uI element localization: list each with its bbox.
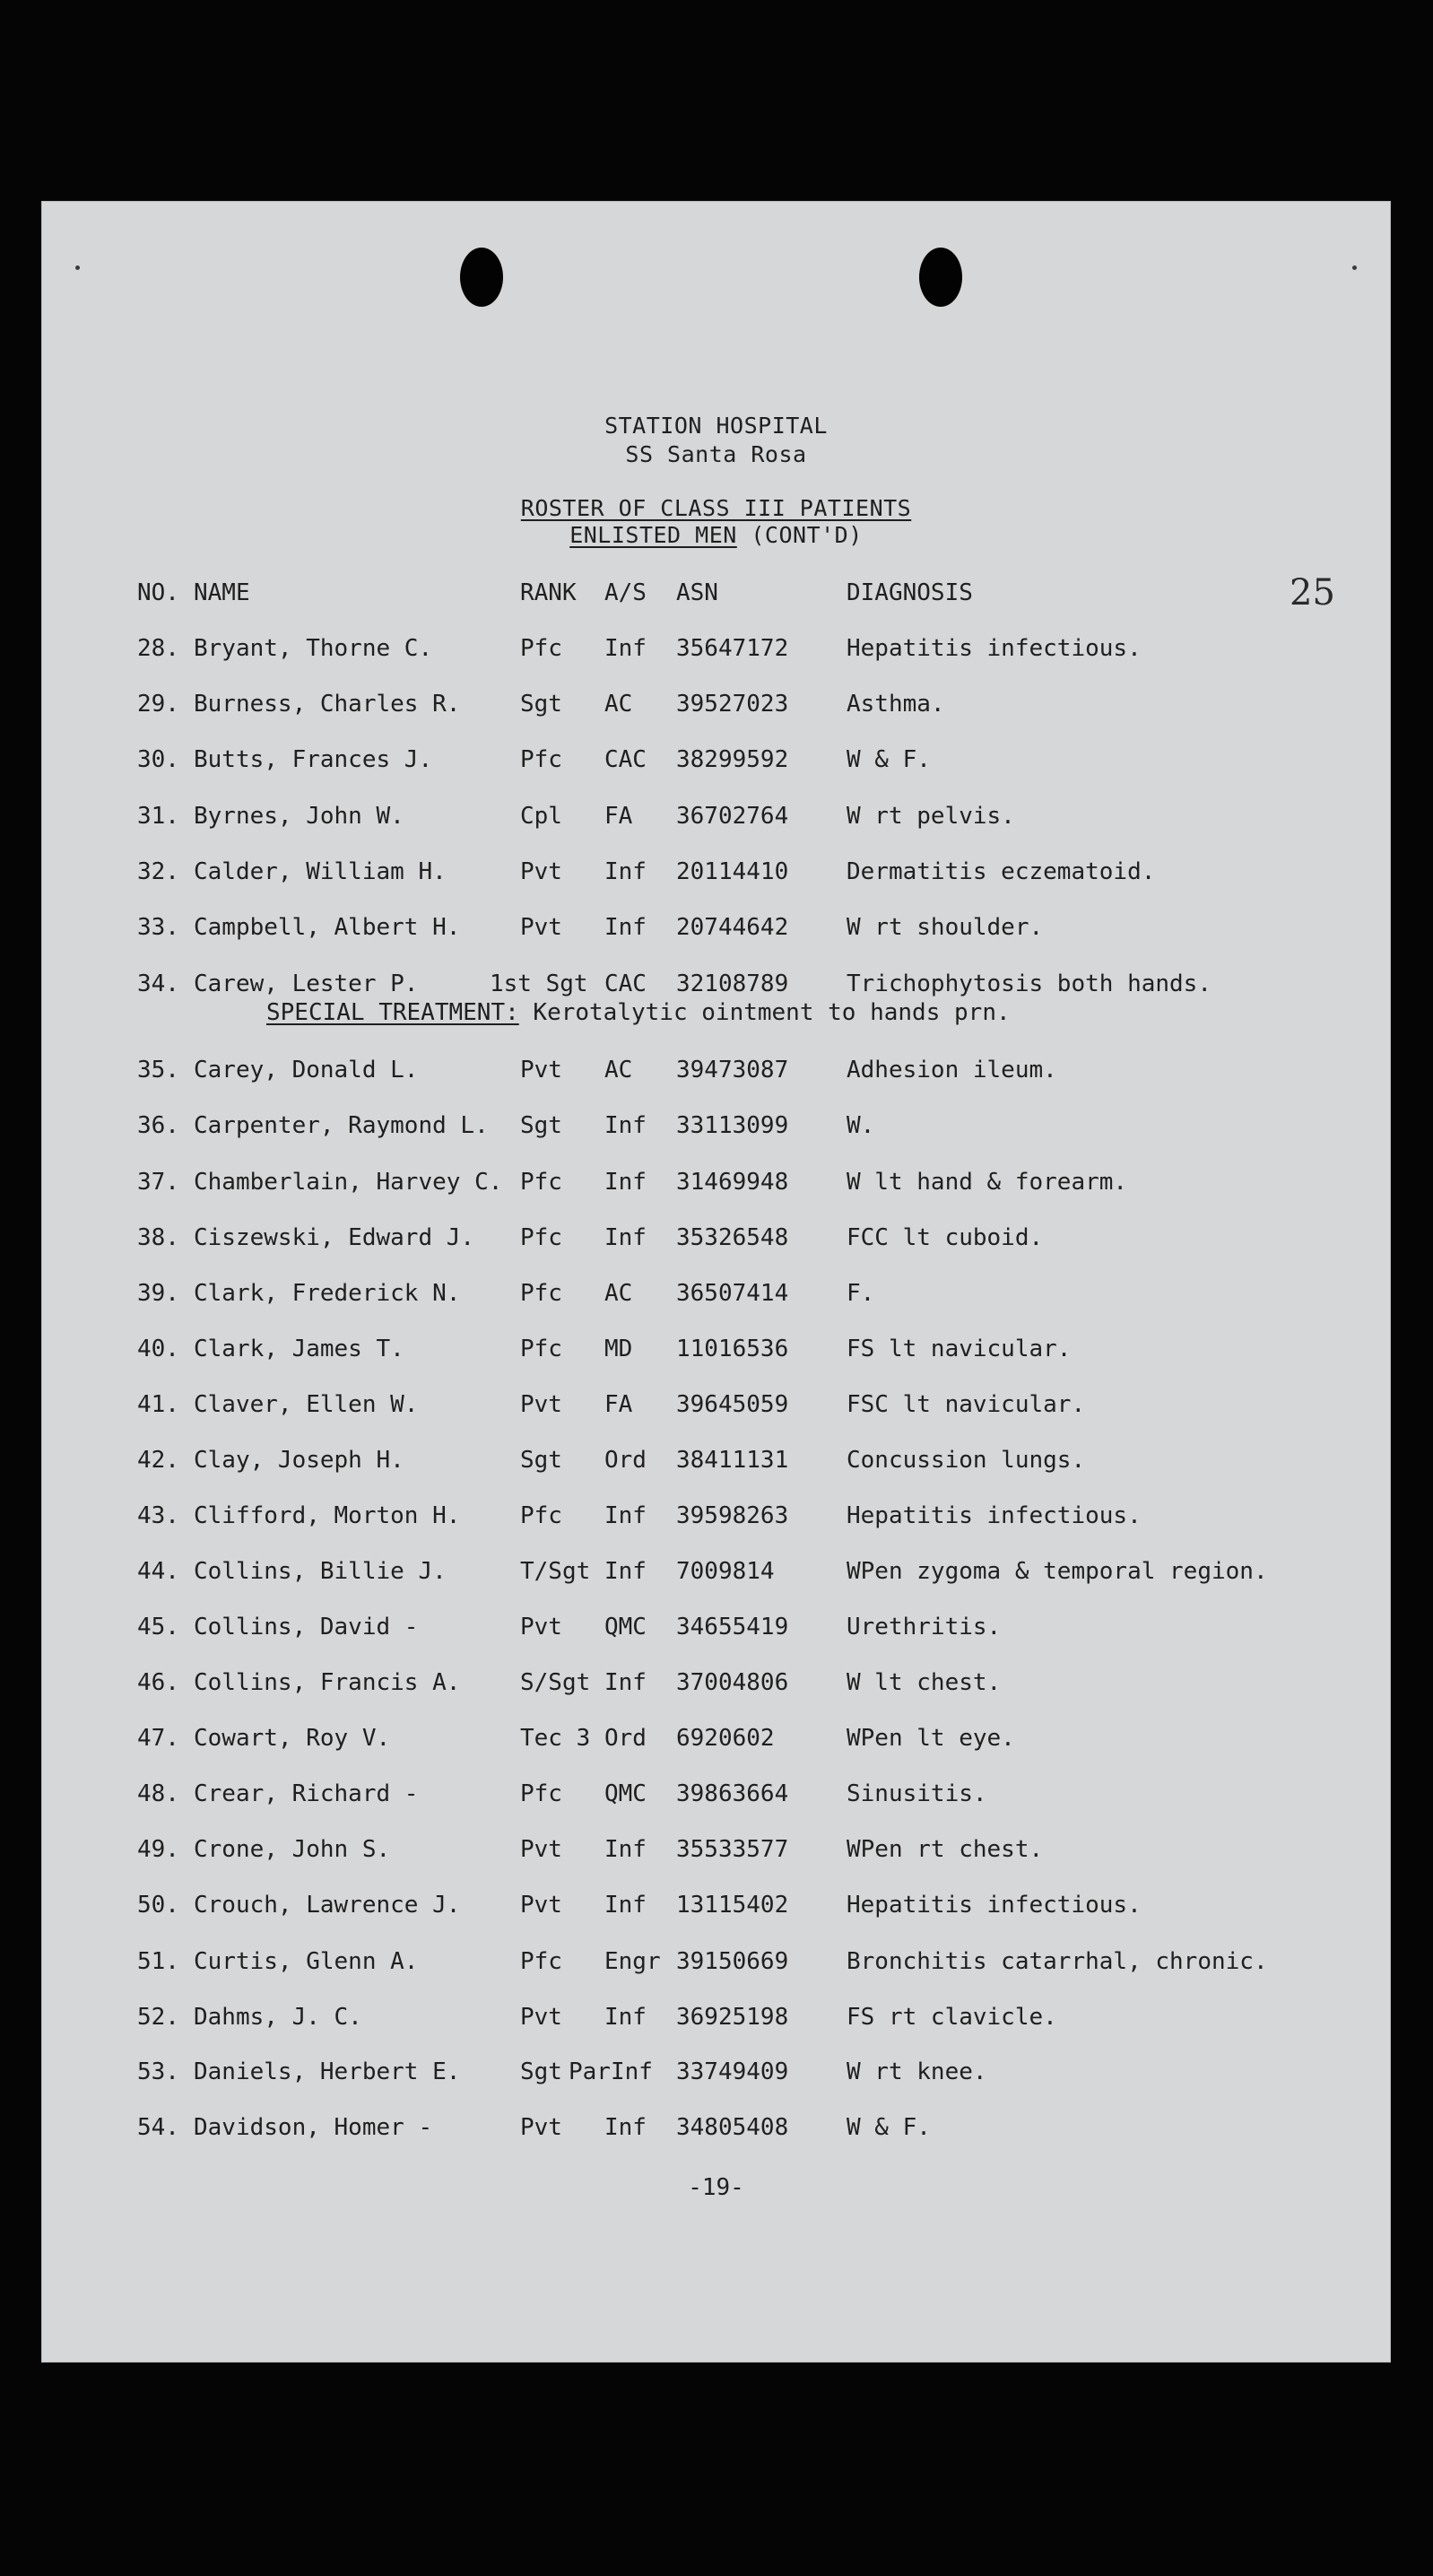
subtitle-rest: (CONT'D) bbox=[736, 522, 863, 548]
cell-diagnosis: W rt pelvis. bbox=[847, 803, 1015, 830]
cell-diagnosis: Asthma. bbox=[847, 691, 945, 718]
cell-diagnosis: W. bbox=[847, 1112, 875, 1139]
cell-rank: Pvt bbox=[520, 1614, 562, 1640]
cell-no: 47. bbox=[137, 1725, 179, 1752]
cell-asn: 36702764 bbox=[676, 803, 789, 830]
cell-rank: Pfc bbox=[520, 1280, 562, 1307]
cell-diagnosis: Dermatitis eczematoid. bbox=[847, 858, 1156, 885]
cell-diagnosis: Bronchitis catarrhal, chronic. bbox=[847, 1948, 1268, 1975]
roster-row bbox=[41, 914, 1391, 944]
cell-as: Inf bbox=[604, 1558, 647, 1585]
cell-asn: 39527023 bbox=[676, 691, 789, 718]
cell-diagnosis: WPen rt chest. bbox=[847, 1836, 1044, 1863]
cell-as: Inf bbox=[604, 635, 647, 662]
roster-row bbox=[41, 2058, 1391, 2089]
cell-name: Bryant, Thorne C. bbox=[194, 635, 433, 662]
cell-no: 52. bbox=[137, 2004, 179, 2031]
cell-as: Inf bbox=[604, 914, 647, 941]
cell-asn: 39150669 bbox=[676, 1948, 789, 1975]
cell-name: Collins, David - bbox=[194, 1614, 419, 1640]
cell-asn: 33113099 bbox=[676, 1112, 789, 1139]
cell-diagnosis: W rt knee. bbox=[847, 2058, 987, 2085]
roster-subtitle bbox=[41, 522, 1391, 548]
cell-rank: Pfc bbox=[520, 1224, 562, 1251]
cell-rank: Sgt bbox=[520, 1112, 562, 1139]
cell-as: FA bbox=[604, 1391, 633, 1418]
roster-row bbox=[41, 1502, 1391, 1533]
cell-asn: 36507414 bbox=[676, 1280, 789, 1307]
cell-no: 32. bbox=[137, 858, 179, 885]
cell-diagnosis: Hepatitis infectious. bbox=[847, 635, 1142, 662]
cell-asn: 35533577 bbox=[676, 1836, 789, 1863]
cell-asn: 31469948 bbox=[676, 1169, 789, 1196]
cell-as: CAC bbox=[604, 970, 647, 997]
cell-name: Clay, Joseph H. bbox=[194, 1447, 404, 1474]
cell-rank: Pvt bbox=[520, 2114, 562, 2141]
speck bbox=[1352, 265, 1357, 270]
cell-diagnosis: W & F. bbox=[847, 746, 931, 773]
punch-hole bbox=[919, 248, 962, 307]
cell-asn: 35326548 bbox=[676, 1224, 789, 1251]
page-number-stamp: 25 bbox=[1290, 572, 1335, 614]
roster-row bbox=[41, 1780, 1391, 1811]
roster-row bbox=[41, 2114, 1391, 2145]
cell-asn: 39598263 bbox=[676, 1502, 789, 1529]
roster-row bbox=[41, 1336, 1391, 1366]
roster-row bbox=[41, 858, 1391, 889]
cell-asn: 32108789 bbox=[676, 970, 789, 997]
cell-no: 48. bbox=[137, 1780, 179, 1807]
cell-name: Campbell, Albert H. bbox=[194, 914, 461, 941]
cell-rank: Sgt bbox=[520, 1447, 562, 1474]
cell-as: Inf bbox=[604, 1502, 647, 1529]
cell-as: Inf bbox=[604, 1112, 647, 1139]
header-as: A/S bbox=[604, 579, 647, 606]
cell-asn: 11016536 bbox=[676, 1336, 789, 1362]
cell-as: CAC bbox=[604, 746, 647, 773]
cell-name: Byrnes, John W. bbox=[194, 803, 404, 830]
cell-no: 31. bbox=[137, 803, 179, 830]
cell-no: 43. bbox=[137, 1502, 179, 1529]
cell-rank: Pvt bbox=[520, 1892, 562, 1919]
cell-diagnosis: F. bbox=[847, 1280, 875, 1307]
header-rank: RANK bbox=[520, 579, 577, 606]
cell-name: Collins, Billie J. bbox=[194, 1558, 447, 1585]
cell-no: 54. bbox=[137, 2114, 179, 2141]
cell-as: Inf bbox=[604, 1169, 647, 1196]
cell-asn: 34805408 bbox=[676, 2114, 789, 2141]
cell-name: Collins, Francis A. bbox=[194, 1669, 461, 1696]
roster-row bbox=[41, 1112, 1391, 1143]
cell-diagnosis: W rt shoulder. bbox=[847, 914, 1044, 941]
cell-no: 39. bbox=[137, 1280, 179, 1307]
cell-no: 35. bbox=[137, 1057, 179, 1083]
cell-rank: Cpl bbox=[520, 803, 562, 830]
cell-no: 42. bbox=[137, 1447, 179, 1474]
cell-name: Clifford, Morton H. bbox=[194, 1502, 461, 1529]
cell-rank: T/Sgt bbox=[520, 1558, 591, 1585]
cell-name: Carey, Donald L. bbox=[194, 1057, 419, 1083]
cell-asn: 20744642 bbox=[676, 914, 789, 941]
cell-asn: 37004806 bbox=[676, 1669, 789, 1696]
cell-as: AC bbox=[604, 691, 633, 718]
roster-row bbox=[41, 1892, 1391, 1922]
cell-as: Ord bbox=[604, 1447, 647, 1474]
cell-diagnosis: Concussion lungs. bbox=[847, 1447, 1086, 1474]
cell-as: FA bbox=[604, 803, 633, 830]
cell-rank: Pfc bbox=[520, 746, 562, 773]
roster-row bbox=[41, 1447, 1391, 1477]
cell-diagnosis: Urethritis. bbox=[847, 1614, 1002, 1640]
roster-row bbox=[41, 1948, 1391, 1979]
cell-diagnosis: Trichophytosis both hands. bbox=[847, 970, 1212, 997]
roster-row bbox=[41, 1725, 1391, 1755]
roster-row bbox=[41, 691, 1391, 721]
cell-as: Inf bbox=[604, 1892, 647, 1919]
cell-diagnosis: Hepatitis infectious. bbox=[847, 1892, 1142, 1919]
roster-row bbox=[41, 1558, 1391, 1588]
cell-diagnosis: W lt chest. bbox=[847, 1669, 1002, 1696]
footer-page-number: -19- bbox=[688, 2174, 744, 2201]
cell-diagnosis: Hepatitis infectious. bbox=[847, 1502, 1142, 1529]
cell-name: Clark, Frederick N. bbox=[194, 1280, 461, 1307]
cell-no: 29. bbox=[137, 691, 179, 718]
cell-no: 50. bbox=[137, 1892, 179, 1919]
cell-no: 30. bbox=[137, 746, 179, 773]
cell-as: AC bbox=[604, 1280, 633, 1307]
roster-row bbox=[41, 1836, 1391, 1867]
cell-rank: Tec 3 bbox=[520, 1725, 591, 1752]
cell-diagnosis: W & F. bbox=[847, 2114, 931, 2141]
cell-name: Carew, Lester P. bbox=[194, 970, 419, 997]
cell-as: MD bbox=[604, 1336, 633, 1362]
header-diagnosis: DIAGNOSIS bbox=[847, 579, 973, 606]
roster-row bbox=[41, 1057, 1391, 1087]
roster-row bbox=[41, 1669, 1391, 1700]
header-name: NAME bbox=[194, 579, 250, 606]
roster-row bbox=[41, 970, 1391, 1001]
cell-asn: 20114410 bbox=[676, 858, 789, 885]
cell-no: 33. bbox=[137, 914, 179, 941]
cell-as: QMC bbox=[604, 1614, 647, 1640]
cell-rank: Pvt bbox=[520, 914, 562, 941]
cell-asn: 34655419 bbox=[676, 1614, 789, 1640]
cell-rank: Pvt bbox=[520, 1391, 562, 1418]
cell-as: Inf bbox=[604, 1224, 647, 1251]
paper-sheet bbox=[41, 201, 1391, 2363]
cell-name: Davidson, Homer - bbox=[194, 2114, 433, 2141]
cell-diagnosis: FS rt clavicle. bbox=[847, 2004, 1057, 2031]
cell-no: 40. bbox=[137, 1336, 179, 1362]
cell-diagnosis: FCC lt cuboid. bbox=[847, 1224, 1044, 1251]
header-no: NO. bbox=[137, 579, 179, 606]
ship-name: SS Santa Rosa bbox=[625, 441, 807, 467]
roster-row bbox=[41, 746, 1391, 777]
roster-row bbox=[41, 1391, 1391, 1422]
cell-rank: Pvt bbox=[520, 1057, 562, 1083]
cell-asn: 35647172 bbox=[676, 635, 789, 662]
special-treatment bbox=[266, 999, 1011, 1026]
roster-row bbox=[41, 803, 1391, 833]
roster-row bbox=[41, 1280, 1391, 1310]
cell-name: Butts, Frances J. bbox=[194, 746, 433, 773]
cell-rank: S/Sgt bbox=[520, 1669, 591, 1696]
subtitle-underlined: ENLISTED MEN bbox=[569, 522, 737, 548]
cell-as: AC bbox=[604, 1057, 633, 1083]
cell-name: Claver, Ellen W. bbox=[194, 1391, 419, 1418]
special-treatment-text: Kerotalytic ointment to hands prn. bbox=[518, 999, 1011, 1026]
cell-asn: 39645059 bbox=[676, 1391, 789, 1418]
cell-no: 28. bbox=[137, 635, 179, 662]
cell-name: Cowart, Roy V. bbox=[194, 1725, 391, 1752]
cell-rank: Pvt bbox=[520, 2004, 562, 2031]
cell-no: 46. bbox=[137, 1669, 179, 1696]
cell-name: Crouch, Lawrence J. bbox=[194, 1892, 461, 1919]
cell-diagnosis: WPen zygoma & temporal region. bbox=[847, 1558, 1268, 1585]
cell-name: Calder, William H. bbox=[194, 858, 447, 885]
special-treatment-label: SPECIAL TREATMENT: bbox=[266, 999, 519, 1026]
cell-no: 37. bbox=[137, 1169, 179, 1196]
cell-asn: 38411131 bbox=[676, 1447, 789, 1474]
cell-no: 49. bbox=[137, 1836, 179, 1863]
cell-no: 51. bbox=[137, 1948, 179, 1975]
cell-no: 44. bbox=[137, 1558, 179, 1585]
hospital-name: STATION HOSPITAL bbox=[604, 413, 828, 439]
cell-name: Clark, James T. bbox=[194, 1336, 404, 1362]
cell-rank: Pfc bbox=[520, 1169, 562, 1196]
cell-no: 53. bbox=[137, 2058, 179, 2085]
cell-rank: Pfc bbox=[520, 1336, 562, 1362]
cell-as: ParInf bbox=[569, 2058, 653, 2085]
cell-asn: 39863664 bbox=[676, 1780, 789, 1807]
cell-as: Inf bbox=[604, 858, 647, 885]
cell-rank: 1st Sgt bbox=[490, 970, 588, 997]
cell-name: Carpenter, Raymond L. bbox=[194, 1112, 489, 1139]
roster-row bbox=[41, 635, 1391, 666]
cell-as: Engr bbox=[604, 1948, 661, 1975]
cell-name: Daniels, Herbert E. bbox=[194, 2058, 461, 2085]
cell-asn: 38299592 bbox=[676, 746, 789, 773]
roster-row bbox=[41, 2004, 1391, 2034]
cell-rank: Pfc bbox=[520, 635, 562, 662]
cell-as: Inf bbox=[604, 1669, 647, 1696]
cell-rank: Pvt bbox=[520, 858, 562, 885]
cell-as: Inf bbox=[604, 2004, 647, 2031]
cell-no: 38. bbox=[137, 1224, 179, 1251]
cell-asn: 13115402 bbox=[676, 1892, 789, 1919]
cell-diagnosis: Sinusitis. bbox=[847, 1780, 987, 1807]
cell-no: 34. bbox=[137, 970, 179, 997]
cell-diagnosis: FS lt navicular. bbox=[847, 1336, 1072, 1362]
cell-rank: Pfc bbox=[520, 1780, 562, 1807]
cell-asn: 6920602 bbox=[676, 1725, 775, 1752]
roster-row bbox=[41, 1614, 1391, 1644]
cell-rank: Pfc bbox=[520, 1948, 562, 1975]
column-headers bbox=[41, 579, 1391, 610]
cell-no: 36. bbox=[137, 1112, 179, 1139]
cell-asn: 39473087 bbox=[676, 1057, 789, 1083]
cell-asn: 7009814 bbox=[676, 1558, 775, 1585]
cell-name: Burness, Charles R. bbox=[194, 691, 461, 718]
cell-diagnosis: WPen lt eye. bbox=[847, 1725, 1015, 1752]
cell-as: Inf bbox=[604, 1836, 647, 1863]
cell-name: Curtis, Glenn A. bbox=[194, 1948, 419, 1975]
cell-name: Dahms, J. C. bbox=[194, 2004, 362, 2031]
cell-rank: Pfc bbox=[520, 1502, 562, 1529]
speck bbox=[75, 265, 80, 270]
header-asn: ASN bbox=[676, 579, 718, 606]
cell-asn: 33749409 bbox=[676, 2058, 789, 2085]
punch-hole bbox=[460, 248, 503, 307]
roster-title: ROSTER OF CLASS III PATIENTS bbox=[520, 495, 912, 521]
cell-rank: Sgt bbox=[520, 691, 562, 718]
roster-row bbox=[41, 1224, 1391, 1255]
cell-as: QMC bbox=[604, 1780, 647, 1807]
cell-name: Ciszewski, Edward J. bbox=[194, 1224, 475, 1251]
cell-name: Crear, Richard - bbox=[194, 1780, 419, 1807]
roster-row bbox=[41, 1169, 1391, 1199]
cell-diagnosis: W lt hand & forearm. bbox=[847, 1169, 1128, 1196]
cell-asn: 36925198 bbox=[676, 2004, 789, 2031]
cell-diagnosis: Adhesion ileum. bbox=[847, 1057, 1057, 1083]
cell-rank: Pvt bbox=[520, 1836, 562, 1863]
cell-as: Ord bbox=[604, 1725, 647, 1752]
cell-name: Chamberlain, Harvey C. bbox=[194, 1169, 503, 1196]
cell-as: Inf bbox=[604, 2114, 647, 2141]
cell-rank: Sgt bbox=[520, 2058, 562, 2085]
cell-no: 41. bbox=[137, 1391, 179, 1418]
cell-no: 45. bbox=[137, 1614, 179, 1640]
cell-name: Crone, John S. bbox=[194, 1836, 391, 1863]
cell-diagnosis: FSC lt navicular. bbox=[847, 1391, 1086, 1418]
